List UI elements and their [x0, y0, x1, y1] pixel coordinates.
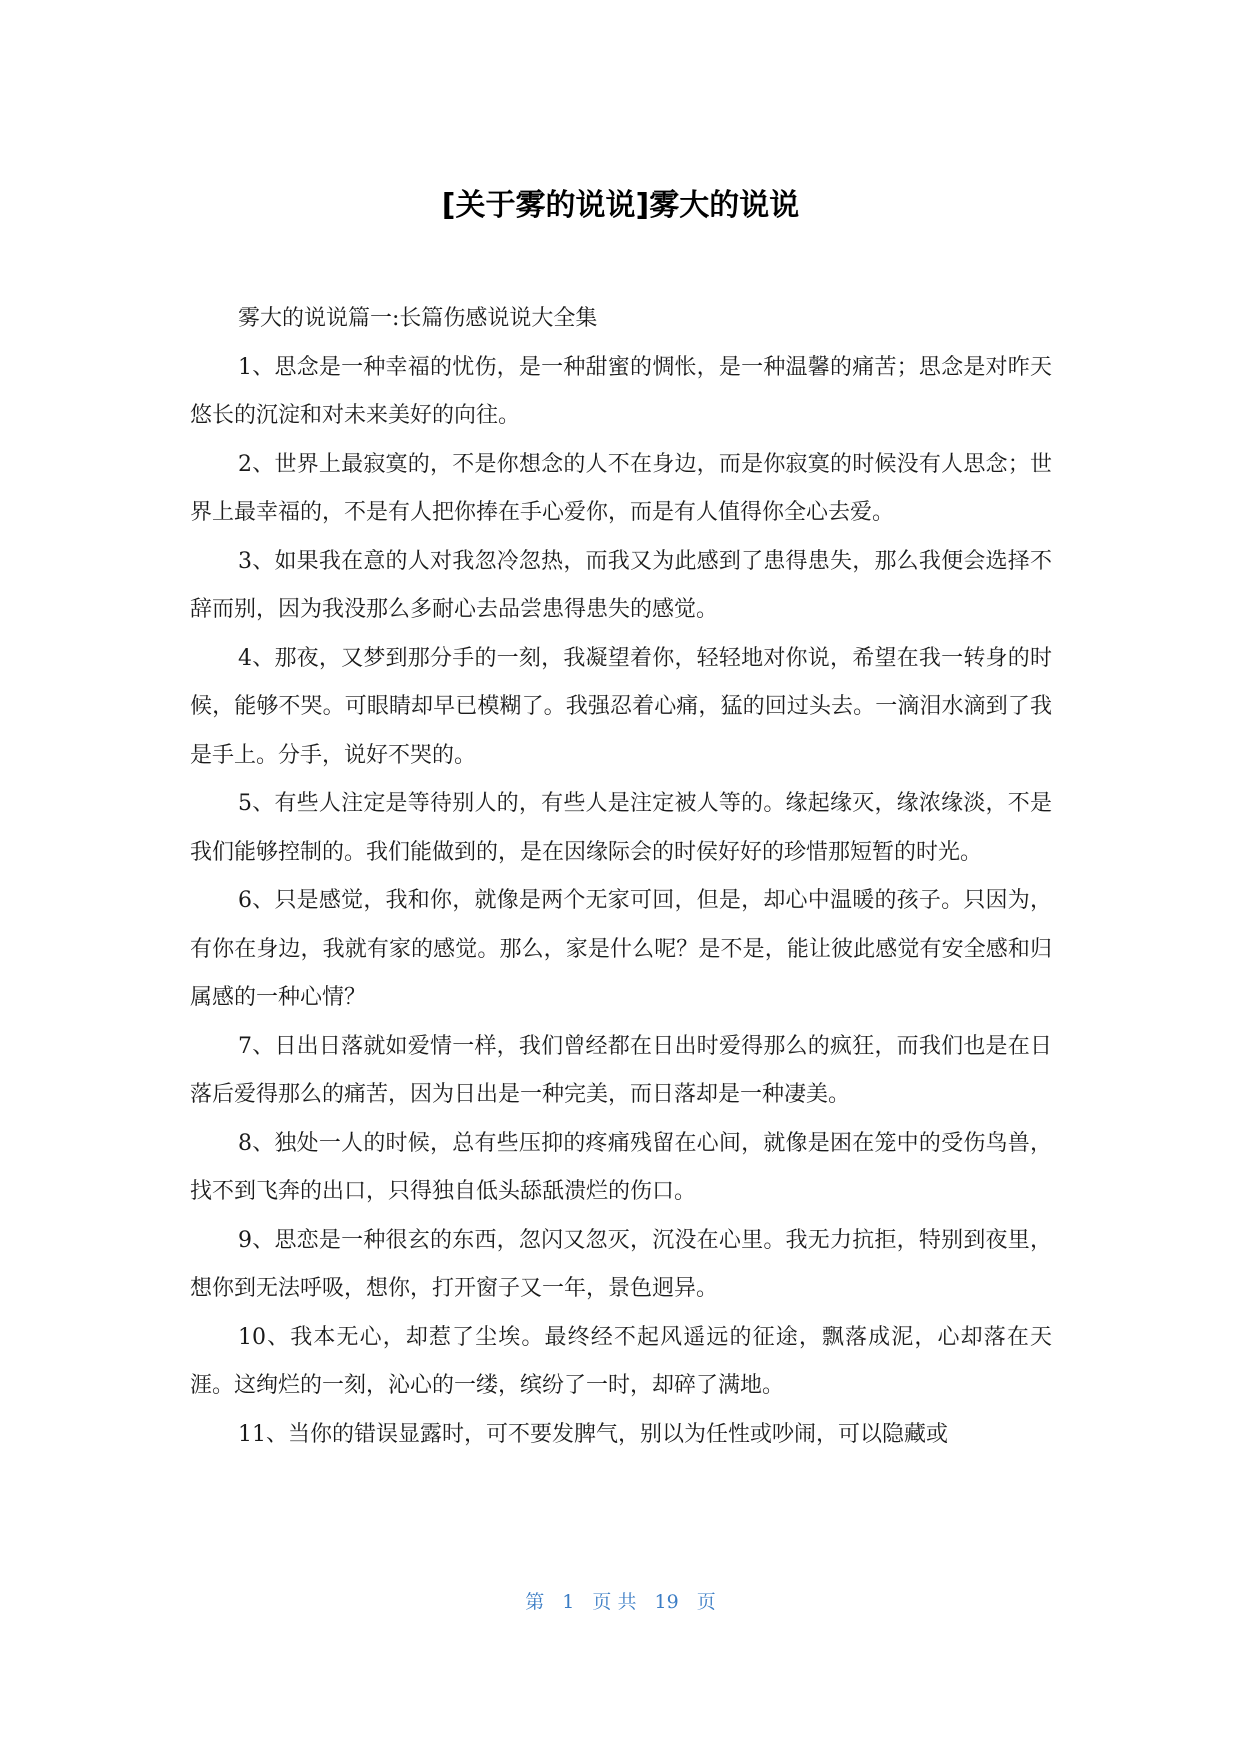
paragraph: 9、思恋是一种很玄的东西，忽闪又忽灭，沉没在心里。我无力抗拒，特别到夜里，想你到无法呼吸，想你，打开窗子又一年，景色迥异。: [190, 1227, 1052, 1301]
paragraph: 2、世界上最寂寞的，不是你想念的人不在身边，而是你寂寞的时候没有人思念；世界上最幸福的，不是有人把你捧在手心爱你，而是有人值得你全心去爱。: [190, 451, 1052, 525]
paragraph: 4、那夜，又梦到那分手的一刻，我凝望着你，轻轻地对你说，希望在我一转身的时候，能够不哭。可眼睛却早已模糊了。我强忍着心痛，猛的回过头去。一滴泪水滴到了我是手上。分手，说好不哭的。: [190, 645, 1052, 768]
footer-prefix: 第: [525, 1591, 545, 1613]
footer-middle: 页 共: [592, 1591, 637, 1613]
footer-suffix: 页: [696, 1591, 716, 1613]
total-pages-number: 19: [654, 1591, 679, 1613]
paragraph: 11、当你的错误显露时，可不要发脾气，别以为任性或吵闹，可以隐藏或: [238, 1421, 948, 1447]
paragraph: 5、有些人注定是等待别人的，有些人是注定被人等的。缘起缘灭，缘浓缘淡，不是我们能够控制的。我们能做到的，是在因缘际会的时侯好好的珍惜那短暂的时光。: [190, 791, 1052, 865]
paragraph: 10、我本无心，却惹了尘埃。最终经不起风遥远的征途，飘落成泥，心却落在天涯。这绚烂的一刻，沁心的一缕，缤纷了一时，却碎了满地。: [190, 1324, 1052, 1398]
paragraph: 6、只是感觉，我和你，就像是两个无家可回，但是，却心中温暖的孩子。只因为，有你在身边，我就有家的感觉。那么，家是什么呢？是不是，能让彼此感觉有安全感和归属感的一种心情？: [190, 888, 1052, 1010]
paragraph: 8、独处一人的时候，总有些压抑的疼痛残留在心间，就像是困在笼中的受伤鸟兽，找不到飞奔的出口，只得独自低头舔舐溃烂的伤口。: [190, 1130, 1052, 1204]
paragraph: 7、日出日落就如爱情一样，我们曾经都在日出时爱得那么的疯狂，而我们也是在日落后爱得那么的痛苦，因为日出是一种完美，而日落却是一种凄美。: [190, 1033, 1052, 1107]
current-page-number: 1: [562, 1591, 575, 1613]
paragraph: 1、思念是一种幸福的忧伤，是一种甜蜜的惆怅，是一种温馨的痛苦；思念是对昨天悠长的沉淀和对未来美好的向往。: [190, 354, 1052, 428]
document-body: [190, 295, 1052, 1459]
document-title: [关于雾的说说]雾大的说说: [441, 188, 800, 223]
section-heading: 雾大的说说篇一:长篇伤感说说大全集: [238, 306, 598, 331]
page-footer: [0, 1588, 1241, 1616]
paragraph: 3、如果我在意的人对我忽冷忽热，而我又为此感到了患得患失，那么我便会选择不辞而别，因为我没那么多耐心去品尝患得患失的感觉。: [190, 548, 1052, 622]
